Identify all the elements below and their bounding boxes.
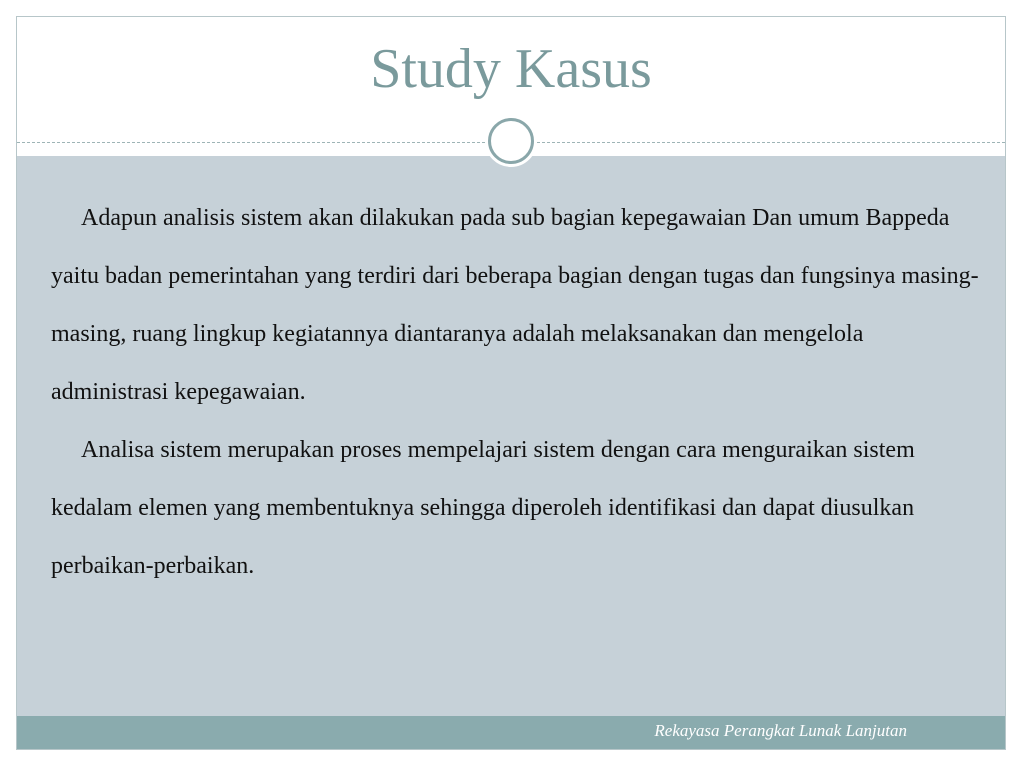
circle-ornament-icon	[485, 115, 537, 167]
body-text	[51, 189, 981, 595]
footer-bar	[17, 716, 1005, 749]
circle-ornament-ring	[488, 118, 534, 164]
paragraph-2: Analisa sistem merupakan proses mempelajari sistem dengan cara menguraikan sistem kedalam elemen yang membentuknya sehingga diperoleh identifikasi dan dapat diusulkan perbaikan-perbaikan.	[51, 437, 915, 579]
slide-title: Study Kasus	[370, 38, 652, 100]
paragraph-1: Adapun analisis sistem akan dilakukan pada sub bagian kepegawaian Dan umum Bappeda yaitu badan pemerintahan yang terdiri dari beberapa bagian dengan tugas dan fungsinya masing-masing, ruang lingkup kegiatannya diantaranya adalah melaksanakan dan mengelola administrasi kepegawaian.	[51, 205, 979, 405]
slide	[16, 16, 1006, 750]
footer-text: Rekayasa Perangkat Lunak Lanjutan	[654, 721, 907, 740]
